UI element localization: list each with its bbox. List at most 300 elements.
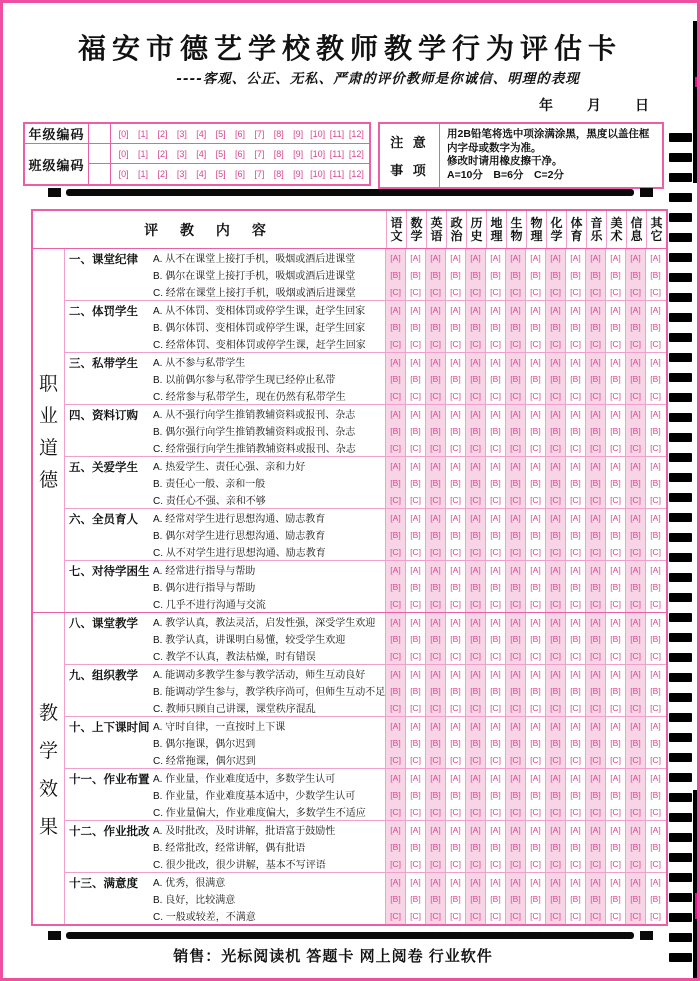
bubble-B[interactable]: [B] [585, 682, 605, 699]
bubble-B[interactable]: [B] [385, 318, 405, 335]
bubble-B[interactable]: [B] [565, 474, 585, 491]
bubble-B[interactable]: [B] [465, 422, 485, 439]
bubble-A[interactable]: [A] [645, 405, 665, 422]
bubble-B[interactable]: [B] [385, 838, 405, 855]
bubble-C[interactable]: [C] [585, 699, 605, 716]
bubble-B[interactable]: [B] [605, 318, 625, 335]
bubble-C[interactable]: [C] [605, 543, 625, 560]
bubble-A[interactable]: [A] [605, 249, 625, 266]
bubble-C[interactable]: [C] [505, 751, 525, 768]
bubble-A[interactable]: [A] [625, 457, 645, 474]
bubble-C[interactable]: [C] [605, 803, 625, 820]
bubble-C[interactable]: [C] [585, 283, 605, 300]
bubble-C[interactable]: [C] [545, 595, 565, 612]
bubble-A[interactable]: [A] [465, 561, 485, 578]
bubble-B[interactable]: [B] [445, 474, 465, 491]
bubble-B[interactable]: [B] [545, 838, 565, 855]
bubble-B[interactable]: [B] [625, 370, 645, 387]
bubble-C[interactable]: [C] [485, 699, 505, 716]
bubble-C[interactable]: [C] [445, 543, 465, 560]
bubble-C[interactable]: [C] [405, 803, 425, 820]
bubble-C[interactable]: [C] [445, 491, 465, 508]
bubble-A[interactable]: [A] [585, 301, 605, 318]
code-bubble-2[interactable]: [2] [157, 128, 168, 139]
bubble-C[interactable]: [C] [405, 543, 425, 560]
bubble-A[interactable]: [A] [545, 301, 565, 318]
bubble-A[interactable]: [A] [425, 561, 445, 578]
bubble-B[interactable]: [B] [385, 474, 405, 491]
bubble-C[interactable]: [C] [545, 855, 565, 872]
bubble-A[interactable]: [A] [645, 821, 665, 838]
bubble-C[interactable]: [C] [585, 335, 605, 352]
bubble-B[interactable]: [B] [545, 422, 565, 439]
bubble-C[interactable]: [C] [545, 491, 565, 508]
bubble-A[interactable]: [A] [625, 509, 645, 526]
bubble-B[interactable]: [B] [525, 370, 545, 387]
bubble-B[interactable]: [B] [465, 474, 485, 491]
bubble-A[interactable]: [A] [385, 769, 405, 786]
bubble-C[interactable]: [C] [445, 855, 465, 872]
bubble-A[interactable]: [A] [565, 249, 585, 266]
bubble-B[interactable]: [B] [505, 682, 525, 699]
bubble-C[interactable]: [C] [605, 491, 625, 508]
bubble-C[interactable]: [C] [545, 335, 565, 352]
bubble-C[interactable]: [C] [545, 803, 565, 820]
bubble-C[interactable]: [C] [525, 543, 545, 560]
bubble-A[interactable]: [A] [445, 457, 465, 474]
bubble-A[interactable]: [A] [405, 821, 425, 838]
bubble-A[interactable]: [A] [625, 301, 645, 318]
bubble-B[interactable]: [B] [485, 890, 505, 907]
bubble-A[interactable]: [A] [385, 509, 405, 526]
code-bubble-8[interactable]: [8] [273, 128, 284, 139]
code-bubble-10[interactable]: [10] [310, 169, 326, 179]
bubble-A[interactable]: [A] [605, 301, 625, 318]
bubble-C[interactable]: [C] [585, 543, 605, 560]
bubble-C[interactable]: [C] [485, 387, 505, 404]
bubble-A[interactable]: [A] [525, 301, 545, 318]
bubble-B[interactable]: [B] [525, 526, 545, 543]
bubble-C[interactable]: [C] [445, 751, 465, 768]
bubble-C[interactable]: [C] [425, 283, 445, 300]
bubble-B[interactable]: [B] [485, 526, 505, 543]
bubble-B[interactable]: [B] [585, 370, 605, 387]
bubble-A[interactable]: [A] [565, 301, 585, 318]
bubble-C[interactable]: [C] [505, 595, 525, 612]
bubble-B[interactable]: [B] [385, 630, 405, 647]
bubble-B[interactable]: [B] [545, 734, 565, 751]
bubble-A[interactable]: [A] [545, 353, 565, 370]
bubble-C[interactable]: [C] [465, 803, 485, 820]
bubble-B[interactable]: [B] [645, 474, 665, 491]
bubble-B[interactable]: [B] [645, 266, 665, 283]
bubble-C[interactable]: [C] [385, 283, 405, 300]
bubble-A[interactable]: [A] [425, 353, 445, 370]
bubble-A[interactable]: [A] [405, 249, 425, 266]
bubble-A[interactable]: [A] [505, 873, 525, 890]
bubble-B[interactable]: [B] [405, 318, 425, 335]
bubble-A[interactable]: [A] [405, 405, 425, 422]
bubble-B[interactable]: [B] [625, 734, 645, 751]
bubble-C[interactable]: [C] [465, 439, 485, 456]
bubble-B[interactable]: [B] [605, 838, 625, 855]
bubble-B[interactable]: [B] [405, 526, 425, 543]
bubble-C[interactable]: [C] [625, 543, 645, 560]
bubble-A[interactable]: [A] [485, 717, 505, 734]
bubble-C[interactable]: [C] [385, 855, 405, 872]
bubble-C[interactable]: [C] [425, 439, 445, 456]
bubble-A[interactable]: [A] [645, 665, 665, 682]
bubble-B[interactable]: [B] [425, 734, 445, 751]
bubble-A[interactable]: [A] [405, 561, 425, 578]
bubble-A[interactable]: [A] [485, 769, 505, 786]
bubble-C[interactable]: [C] [645, 855, 665, 872]
bubble-B[interactable]: [B] [445, 682, 465, 699]
bubble-B[interactable]: [B] [625, 266, 645, 283]
bubble-A[interactable]: [A] [545, 613, 565, 630]
bubble-C[interactable]: [C] [385, 387, 405, 404]
bubble-B[interactable]: [B] [465, 786, 485, 803]
bubble-B[interactable]: [B] [485, 578, 505, 595]
bubble-B[interactable]: [B] [565, 682, 585, 699]
bubble-A[interactable]: [A] [525, 873, 545, 890]
bubble-B[interactable]: [B] [505, 266, 525, 283]
bubble-A[interactable]: [A] [645, 717, 665, 734]
bubble-C[interactable]: [C] [565, 283, 585, 300]
bubble-C[interactable]: [C] [645, 595, 665, 612]
bubble-B[interactable]: [B] [505, 630, 525, 647]
bubble-C[interactable]: [C] [585, 907, 605, 924]
bubble-C[interactable]: [C] [425, 595, 445, 612]
bubble-C[interactable]: [C] [385, 439, 405, 456]
code-bubble-4[interactable]: [4] [196, 169, 207, 179]
bubble-B[interactable]: [B] [625, 838, 645, 855]
class-code-write-cell-1[interactable] [89, 144, 111, 164]
bubble-B[interactable]: [B] [625, 526, 645, 543]
bubble-A[interactable]: [A] [505, 405, 525, 422]
code-bubble-11[interactable]: [11] [329, 148, 345, 159]
bubble-A[interactable]: [A] [585, 873, 605, 890]
bubble-A[interactable]: [A] [545, 665, 565, 682]
bubble-B[interactable]: [B] [565, 422, 585, 439]
bubble-B[interactable]: [B] [605, 786, 625, 803]
bubble-A[interactable]: [A] [585, 457, 605, 474]
bubble-A[interactable]: [A] [645, 769, 665, 786]
bubble-C[interactable]: [C] [505, 907, 525, 924]
bubble-C[interactable]: [C] [405, 387, 425, 404]
bubble-C[interactable]: [C] [505, 491, 525, 508]
bubble-C[interactable]: [C] [545, 283, 565, 300]
bubble-A[interactable]: [A] [445, 821, 465, 838]
bubble-A[interactable]: [A] [565, 405, 585, 422]
bubble-B[interactable]: [B] [465, 838, 485, 855]
bubble-A[interactable]: [A] [525, 249, 545, 266]
bubble-B[interactable]: [B] [565, 838, 585, 855]
bubble-A[interactable]: [A] [465, 821, 485, 838]
bubble-C[interactable]: [C] [465, 387, 485, 404]
code-bubble-4[interactable]: [4] [196, 148, 207, 159]
bubble-A[interactable]: [A] [465, 301, 485, 318]
bubble-C[interactable]: [C] [605, 283, 625, 300]
bubble-A[interactable]: [A] [485, 509, 505, 526]
bubble-A[interactable]: [A] [425, 457, 445, 474]
bubble-B[interactable]: [B] [385, 526, 405, 543]
bubble-A[interactable]: [A] [385, 405, 405, 422]
bubble-B[interactable]: [B] [385, 578, 405, 595]
bubble-A[interactable]: [A] [645, 509, 665, 526]
bubble-A[interactable]: [A] [545, 821, 565, 838]
bubble-B[interactable]: [B] [485, 630, 505, 647]
bubble-C[interactable]: [C] [545, 387, 565, 404]
bubble-B[interactable]: [B] [605, 474, 625, 491]
bubble-C[interactable]: [C] [525, 491, 545, 508]
bubble-A[interactable]: [A] [405, 873, 425, 890]
bubble-A[interactable]: [A] [525, 717, 545, 734]
bubble-B[interactable]: [B] [385, 890, 405, 907]
bubble-A[interactable]: [A] [625, 821, 645, 838]
bubble-C[interactable]: [C] [605, 751, 625, 768]
bubble-C[interactable]: [C] [545, 907, 565, 924]
bubble-A[interactable]: [A] [405, 457, 425, 474]
bubble-C[interactable]: [C] [625, 699, 645, 716]
code-bubble-5[interactable]: [5] [215, 148, 226, 159]
bubble-B[interactable]: [B] [505, 318, 525, 335]
bubble-C[interactable]: [C] [425, 855, 445, 872]
bubble-C[interactable]: [C] [385, 595, 405, 612]
bubble-A[interactable]: [A] [565, 353, 585, 370]
bubble-A[interactable]: [A] [525, 769, 545, 786]
bubble-B[interactable]: [B] [625, 890, 645, 907]
bubble-A[interactable]: [A] [585, 769, 605, 786]
bubble-A[interactable]: [A] [625, 249, 645, 266]
code-bubble-12[interactable]: [12] [348, 148, 364, 159]
bubble-C[interactable]: [C] [565, 335, 585, 352]
bubble-B[interactable]: [B] [545, 474, 565, 491]
bubble-A[interactable]: [A] [385, 353, 405, 370]
bubble-B[interactable]: [B] [645, 630, 665, 647]
bubble-A[interactable]: [A] [405, 769, 425, 786]
bubble-B[interactable]: [B] [485, 370, 505, 387]
bubble-B[interactable]: [B] [565, 266, 585, 283]
bubble-A[interactable]: [A] [605, 769, 625, 786]
bubble-C[interactable]: [C] [525, 803, 545, 820]
bubble-B[interactable]: [B] [545, 890, 565, 907]
bubble-C[interactable]: [C] [405, 595, 425, 612]
bubble-A[interactable]: [A] [445, 249, 465, 266]
bubble-C[interactable]: [C] [545, 699, 565, 716]
bubble-C[interactable]: [C] [425, 647, 445, 664]
bubble-B[interactable]: [B] [405, 370, 425, 387]
bubble-C[interactable]: [C] [625, 439, 645, 456]
code-bubble-0[interactable]: [0] [118, 148, 129, 159]
bubble-C[interactable]: [C] [485, 283, 505, 300]
bubble-C[interactable]: [C] [645, 647, 665, 664]
bubble-B[interactable]: [B] [525, 890, 545, 907]
bubble-A[interactable]: [A] [445, 769, 465, 786]
bubble-C[interactable]: [C] [625, 907, 645, 924]
bubble-C[interactable]: [C] [645, 699, 665, 716]
code-bubble-9[interactable]: [9] [293, 169, 304, 179]
code-bubble-11[interactable]: [11] [329, 169, 345, 179]
bubble-C[interactable]: [C] [465, 595, 485, 612]
bubble-C[interactable]: [C] [565, 439, 585, 456]
bubble-A[interactable]: [A] [565, 769, 585, 786]
bubble-B[interactable]: [B] [485, 422, 505, 439]
bubble-A[interactable]: [A] [445, 717, 465, 734]
bubble-C[interactable]: [C] [585, 595, 605, 612]
bubble-A[interactable]: [A] [485, 821, 505, 838]
bubble-A[interactable]: [A] [545, 405, 565, 422]
bubble-A[interactable]: [A] [385, 457, 405, 474]
bubble-A[interactable]: [A] [445, 665, 465, 682]
bubble-C[interactable]: [C] [465, 335, 485, 352]
bubble-C[interactable]: [C] [585, 491, 605, 508]
bubble-B[interactable]: [B] [505, 734, 525, 751]
bubble-B[interactable]: [B] [465, 630, 485, 647]
bubble-B[interactable]: [B] [465, 734, 485, 751]
bubble-C[interactable]: [C] [525, 751, 545, 768]
bubble-A[interactable]: [A] [565, 613, 585, 630]
bubble-A[interactable]: [A] [525, 613, 545, 630]
bubble-B[interactable]: [B] [645, 370, 665, 387]
bubble-A[interactable]: [A] [545, 769, 565, 786]
bubble-A[interactable]: [A] [585, 561, 605, 578]
bubble-C[interactable]: [C] [485, 595, 505, 612]
code-bubble-1[interactable]: [1] [138, 128, 149, 139]
bubble-A[interactable]: [A] [505, 509, 525, 526]
bubble-C[interactable]: [C] [445, 595, 465, 612]
bubble-B[interactable]: [B] [465, 318, 485, 335]
bubble-B[interactable]: [B] [585, 474, 605, 491]
bubble-B[interactable]: [B] [625, 422, 645, 439]
bubble-B[interactable]: [B] [485, 318, 505, 335]
bubble-B[interactable]: [B] [425, 266, 445, 283]
bubble-A[interactable]: [A] [645, 353, 665, 370]
bubble-A[interactable]: [A] [605, 509, 625, 526]
bubble-A[interactable]: [A] [625, 405, 645, 422]
bubble-C[interactable]: [C] [385, 647, 405, 664]
bubble-A[interactable]: [A] [605, 613, 625, 630]
bubble-B[interactable]: [B] [565, 318, 585, 335]
bubble-B[interactable]: [B] [425, 526, 445, 543]
bubble-B[interactable]: [B] [445, 734, 465, 751]
bubble-C[interactable]: [C] [625, 335, 645, 352]
bubble-B[interactable]: [B] [385, 734, 405, 751]
bubble-B[interactable]: [B] [605, 682, 625, 699]
bubble-B[interactable]: [B] [525, 422, 545, 439]
bubble-A[interactable]: [A] [565, 665, 585, 682]
bubble-A[interactable]: [A] [425, 821, 445, 838]
bubble-A[interactable]: [A] [425, 613, 445, 630]
bubble-A[interactable]: [A] [545, 457, 565, 474]
code-bubble-2[interactable]: [2] [157, 148, 168, 159]
bubble-B[interactable]: [B] [445, 786, 465, 803]
bubble-B[interactable]: [B] [425, 630, 445, 647]
bubble-C[interactable]: [C] [605, 647, 625, 664]
bubble-B[interactable]: [B] [445, 422, 465, 439]
bubble-C[interactable]: [C] [625, 595, 645, 612]
bubble-C[interactable]: [C] [505, 543, 525, 560]
bubble-C[interactable]: [C] [505, 335, 525, 352]
bubble-C[interactable]: [C] [485, 335, 505, 352]
bubble-C[interactable]: [C] [625, 751, 645, 768]
code-bubble-9[interactable]: [9] [293, 148, 304, 159]
code-bubble-10[interactable]: [10] [310, 148, 326, 159]
code-bubble-12[interactable]: [12] [348, 128, 364, 139]
bubble-C[interactable]: [C] [525, 283, 545, 300]
bubble-A[interactable]: [A] [585, 665, 605, 682]
bubble-A[interactable]: [A] [425, 405, 445, 422]
bubble-B[interactable]: [B] [445, 630, 465, 647]
bubble-A[interactable]: [A] [385, 561, 405, 578]
bubble-B[interactable]: [B] [605, 630, 625, 647]
bubble-B[interactable]: [B] [645, 422, 665, 439]
bubble-A[interactable]: [A] [625, 873, 645, 890]
bubble-B[interactable]: [B] [645, 786, 665, 803]
bubble-A[interactable]: [A] [625, 613, 645, 630]
bubble-B[interactable]: [B] [445, 838, 465, 855]
bubble-B[interactable]: [B] [585, 266, 605, 283]
bubble-A[interactable]: [A] [565, 717, 585, 734]
bubble-C[interactable]: [C] [385, 491, 405, 508]
bubble-C[interactable]: [C] [565, 491, 585, 508]
bubble-C[interactable]: [C] [465, 543, 485, 560]
bubble-C[interactable]: [C] [505, 803, 525, 820]
bubble-A[interactable]: [A] [405, 613, 425, 630]
bubble-B[interactable]: [B] [625, 474, 645, 491]
bubble-A[interactable]: [A] [385, 249, 405, 266]
bubble-A[interactable]: [A] [465, 249, 485, 266]
bubble-B[interactable]: [B] [465, 526, 485, 543]
bubble-A[interactable]: [A] [505, 665, 525, 682]
bubble-A[interactable]: [A] [385, 821, 405, 838]
bubble-C[interactable]: [C] [465, 699, 485, 716]
bubble-B[interactable]: [B] [485, 838, 505, 855]
bubble-C[interactable]: [C] [445, 907, 465, 924]
bubble-C[interactable]: [C] [405, 855, 425, 872]
bubble-C[interactable]: [C] [485, 907, 505, 924]
bubble-A[interactable]: [A] [425, 301, 445, 318]
bubble-C[interactable]: [C] [405, 751, 425, 768]
bubble-B[interactable]: [B] [385, 422, 405, 439]
bubble-B[interactable]: [B] [645, 682, 665, 699]
bubble-C[interactable]: [C] [385, 543, 405, 560]
bubble-B[interactable]: [B] [585, 890, 605, 907]
bubble-B[interactable]: [B] [605, 370, 625, 387]
bubble-A[interactable]: [A] [485, 561, 505, 578]
bubble-B[interactable]: [B] [525, 578, 545, 595]
bubble-B[interactable]: [B] [505, 370, 525, 387]
bubble-A[interactable]: [A] [465, 405, 485, 422]
bubble-B[interactable]: [B] [605, 526, 625, 543]
bubble-A[interactable]: [A] [425, 717, 445, 734]
code-bubble-11[interactable]: [11] [329, 128, 345, 139]
bubble-B[interactable]: [B] [625, 318, 645, 335]
bubble-B[interactable]: [B] [425, 786, 445, 803]
bubble-B[interactable]: [B] [445, 318, 465, 335]
bubble-B[interactable]: [B] [605, 266, 625, 283]
bubble-B[interactable]: [B] [565, 734, 585, 751]
grade-code-write-cell[interactable] [89, 124, 111, 144]
bubble-A[interactable]: [A] [565, 821, 585, 838]
bubble-C[interactable]: [C] [385, 751, 405, 768]
bubble-A[interactable]: [A] [525, 821, 545, 838]
bubble-B[interactable]: [B] [465, 890, 485, 907]
bubble-A[interactable]: [A] [425, 873, 445, 890]
bubble-A[interactable]: [A] [605, 717, 625, 734]
code-bubble-5[interactable]: [5] [215, 169, 226, 179]
bubble-B[interactable]: [B] [605, 578, 625, 595]
